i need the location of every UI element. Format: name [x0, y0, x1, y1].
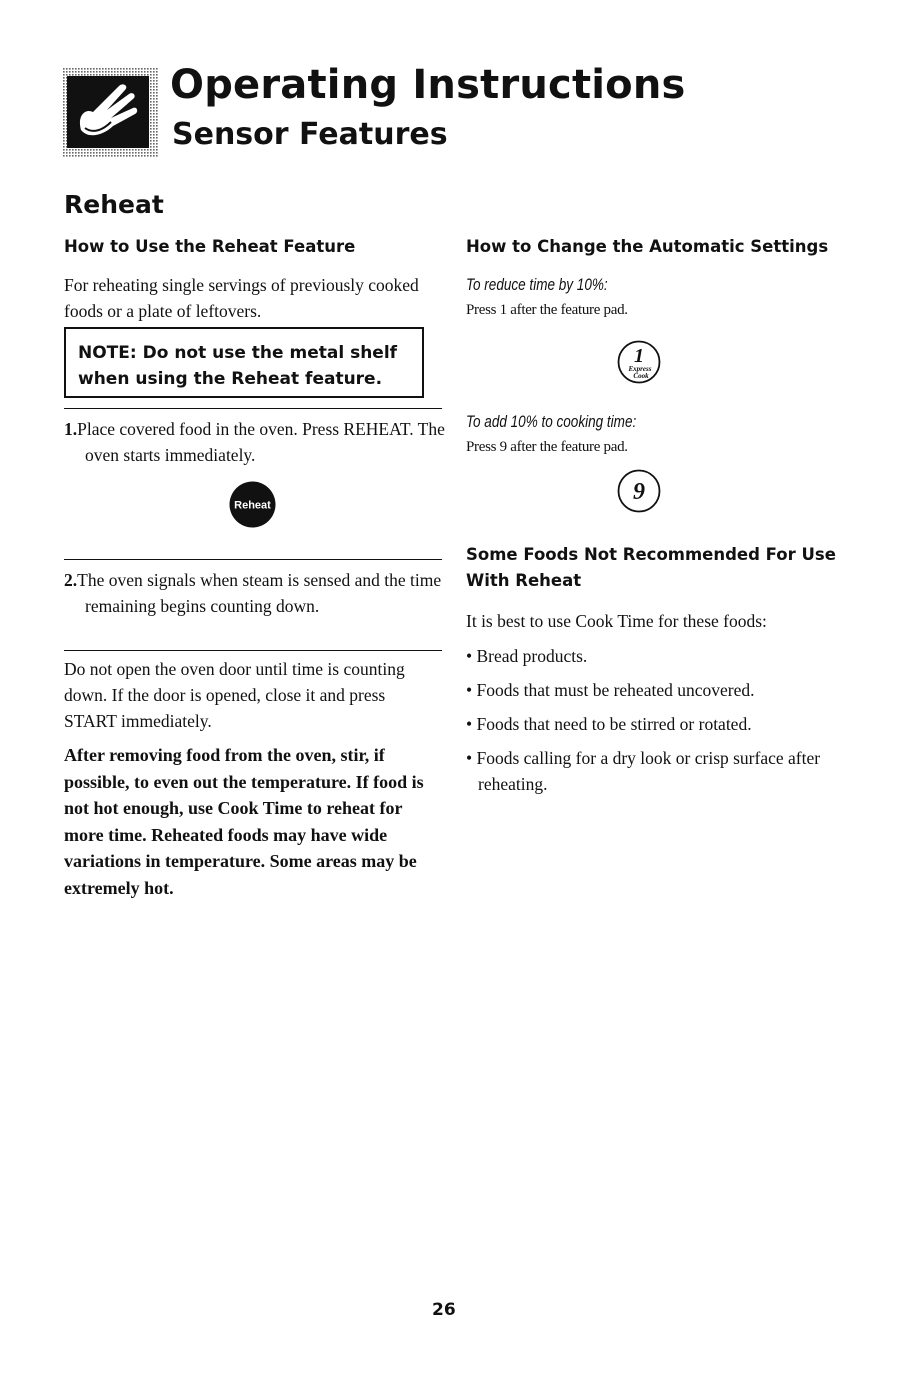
step-number: 1. [64, 419, 78, 439]
divider [64, 559, 442, 560]
add-time-text: Press 9 after the feature pad. [466, 439, 628, 455]
list-item: • Foods that must be reheated uncovered. [466, 680, 755, 700]
express-cook-1-button[interactable] [617, 340, 661, 384]
page-number: 26 [432, 1300, 456, 1320]
hand-pointing-icon [63, 68, 159, 158]
foods-intro-text: It is best to use Cook Time for these foods: [466, 611, 767, 631]
divider [64, 650, 442, 651]
reheat-button[interactable] [229, 481, 276, 528]
list-item: • Bread products. [466, 646, 588, 666]
button-digit: 1 [634, 345, 644, 367]
button-sub-label: Cook [633, 372, 649, 380]
reduce-time-text: Press 1 after the feature pad. [466, 302, 628, 318]
list-item: • Foods that need to be stirred or rotated. [466, 714, 752, 734]
section-title: Reheat [64, 190, 164, 219]
button-digit: 9 [633, 479, 645, 505]
divider [64, 408, 442, 409]
foods-not-recommended-heading: Some Foods Not Recommended For Use With Reheat [466, 545, 836, 590]
use-reheat-heading: How to Use the Reheat Feature [64, 237, 356, 256]
step-text: Place covered food in the oven. Press REHEAT. The oven starts immediately. [77, 419, 445, 465]
reheat-button-label: Reheat [234, 499, 271, 512]
button-sub-label: Express [628, 365, 652, 373]
list-item: • Foods calling for a dry look or crisp surface after reheating. [466, 748, 821, 794]
add-time-label: To add 10% to cooking time: [466, 413, 637, 431]
page-title: Operating Instructions [170, 62, 686, 108]
note-text: NOTE: Do not use the metal shelf when using the Reheat feature. [78, 343, 398, 389]
number-9-button[interactable] [617, 469, 661, 513]
after-reheat-text: After removing food from the oven, stir, if possible, to even out the temperature. If food is not hot enough, use Cook Time to reheat for more time. Reheated foods may have wide variations in temperature. Some areas may be extremely hot. [64, 745, 424, 898]
reheat-intro-text: For reheating single servings of previously cooked foods or a plate of leftovers. [64, 275, 419, 321]
note-box [64, 327, 424, 398]
step-text: The oven signals when steam is sensed and the time remaining begins counting down. [77, 570, 442, 616]
change-settings-heading: How to Change the Automatic Settings [466, 237, 829, 256]
step-1 [64, 416, 461, 468]
foods-list [466, 643, 866, 805]
door-warning-text: Do not open the oven door until time is counting down. If the door is opened, close it and press START immediately. [64, 659, 405, 731]
reduce-time-label: To reduce time by 10%: [466, 276, 608, 294]
step-2 [64, 567, 461, 619]
page-subtitle: Sensor Features [172, 117, 448, 152]
step-number: 2. [64, 570, 78, 590]
